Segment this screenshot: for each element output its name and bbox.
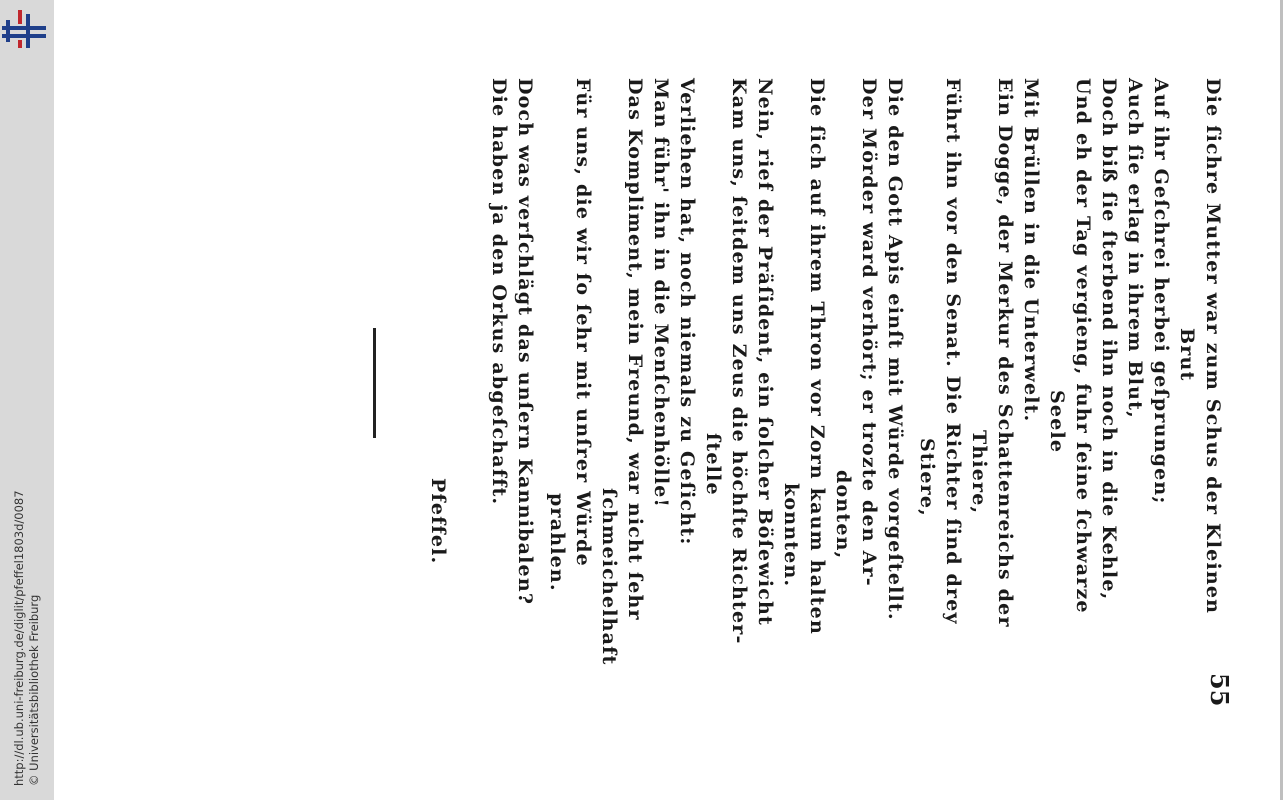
text-line: Doch biß ſie ſterbend ihn noch in die Kehle, — [1098, 78, 1120, 601]
text-line: Mit Brüllen in die Unterwelt. — [1020, 78, 1042, 423]
text-line: prahlen. — [546, 493, 568, 592]
text-line: Verliehen hat, noch niemals zu Geſicht: — [676, 78, 698, 546]
text-line: Und eh der Tag vergieng, fuhr ſeine ſchwarze — [1072, 78, 1094, 614]
author-signature: Pfeffel. — [427, 478, 449, 565]
text-line: Brut — [1176, 328, 1198, 382]
text-line: Das Kompliment, mein Freund, war nicht ſehr — [624, 78, 646, 621]
text-line: Die den Gott Apis einſt mit Würde vorgeſtellt. — [884, 78, 906, 621]
scanned-page — [54, 0, 1283, 800]
text-line: Man führ' ihn in die Menſchenhölle! — [650, 78, 672, 509]
text-line: Thiere, — [968, 430, 990, 515]
text-line: Die ſichre Mutter war zum Schus der Kleinen — [1202, 78, 1224, 615]
text-line: Führt ihn vor den Senat. Die Richter ſind drey — [942, 78, 964, 625]
text-line: Seele — [1046, 390, 1068, 454]
page-url[interactable]: http://dl.ub.uni-freiburg.de/diglit/pfeffel1803d/0087 — [12, 490, 26, 786]
page-text-block — [24, 78, 1234, 707]
copyright-notice: © Universitätsbibliothek Freiburg — [27, 594, 41, 786]
text-line: ſtelle — [702, 433, 724, 496]
text-line: Die ſich auf ihrem Thron vor Zorn kaum halten — [806, 78, 828, 635]
separator-rule — [373, 328, 376, 438]
text-line: Ein Dogge, der Merkur des Schattenreichs der — [994, 78, 1016, 628]
text-line: Nein, rief der Präſident, ein ſolcher Böſewicht — [754, 78, 776, 627]
page-number: 55 — [1205, 673, 1234, 707]
text-line: donten, — [832, 470, 854, 560]
text-line: konnten. — [780, 483, 802, 588]
text-line: ſchmeichelhaft — [598, 488, 620, 666]
text-line: Doch was verſchlägt das unſern Kannibalen? — [514, 78, 536, 606]
text-line: Die haben ja den Orkus abgeſchafft. — [488, 78, 510, 506]
text-line: Für uns, die wir ſo ſehr mit unſrer Würde — [572, 78, 594, 567]
text-line: Der Mörder ward verhört; er trozte den Ar- — [858, 78, 880, 587]
text-line: Auch ſie erlag in ihrem Blut, — [1124, 78, 1146, 419]
text-line: Kam uns, ſeitdem uns Zeus die höchſte Richter- — [728, 78, 750, 645]
text-line: Stiere, — [916, 438, 938, 517]
text-line: Auf ihr Geſchrei herbei geſprungen; — [1150, 78, 1172, 505]
